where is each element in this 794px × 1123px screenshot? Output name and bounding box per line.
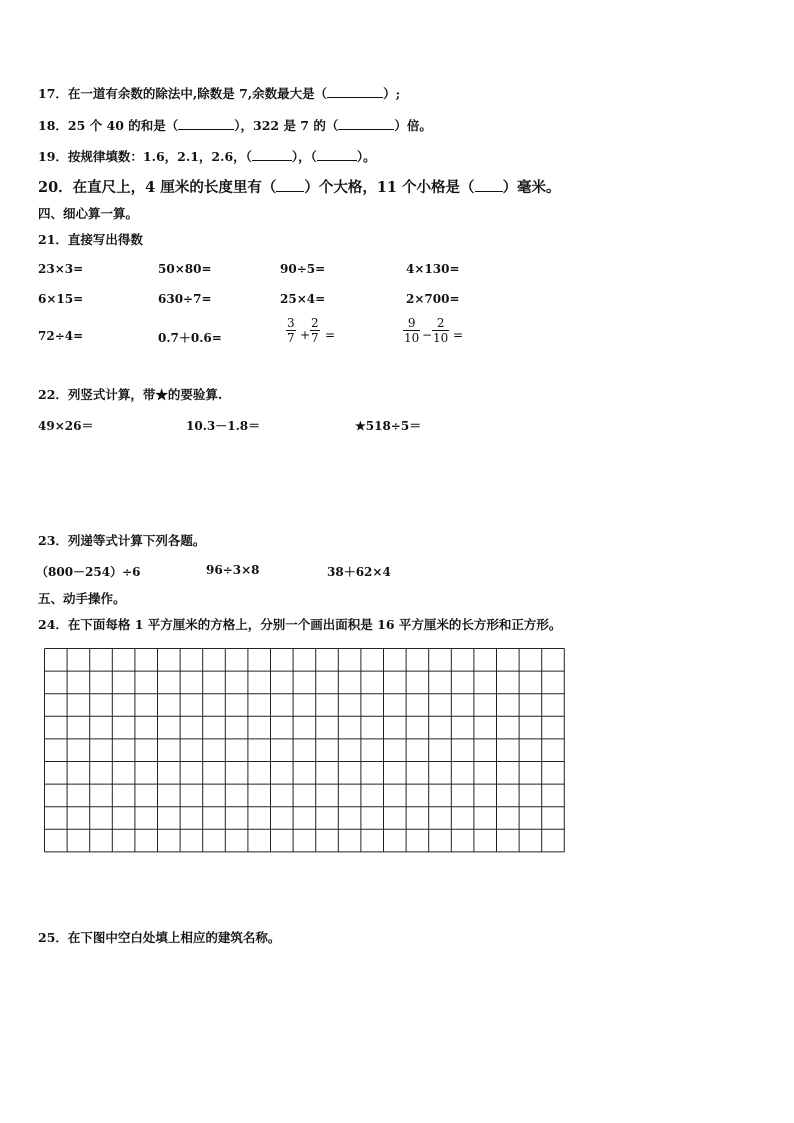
q23-item: （800－254）÷6 xyxy=(36,565,141,579)
numerator: 9 xyxy=(407,316,416,330)
numerator: 2 xyxy=(311,316,319,330)
q25-title: 25．在下图中空白处填上相应的建筑名称。 xyxy=(38,930,281,945)
q21-item: 6×15= xyxy=(38,292,84,306)
question-20 xyxy=(38,176,561,197)
plus-operator: + xyxy=(300,328,311,342)
q21-item: 90÷5= xyxy=(280,262,326,276)
q17-text: 17．在一道有余数的除法中,除数是 7,余数最大是（ xyxy=(38,86,328,101)
q18-text: 18．25 个 40 的和是（ xyxy=(38,118,179,133)
q20-answer-blank-1[interactable] xyxy=(276,179,304,192)
q21-item: 72÷4= xyxy=(38,329,84,343)
q22-title: 22．列竖式计算，带★的要验算. xyxy=(38,387,223,402)
q21-item: 630÷7= xyxy=(158,292,212,306)
square-centimeter-grid[interactable] xyxy=(44,648,568,877)
q21-item: 25×4= xyxy=(280,292,326,306)
q19-answer-blank-1[interactable] xyxy=(252,148,292,161)
q21-item: 0.7＋0.6= xyxy=(158,331,222,345)
q21-item: 4×130= xyxy=(406,262,460,276)
q22-item: 10.3－1.8＝ xyxy=(186,419,261,433)
q20-text: 20．在直尺上，4 厘米的长度里有（ xyxy=(38,179,277,196)
q22-item: ★518÷5＝ xyxy=(355,419,422,433)
q19-text-end: ）。 xyxy=(356,149,376,164)
question-19 xyxy=(38,147,376,165)
fraction-3-7 xyxy=(286,316,296,345)
fraction-9-10 xyxy=(403,316,420,345)
q19-answer-blank-2[interactable] xyxy=(317,148,357,161)
q18-text-end: ）倍。 xyxy=(394,118,432,133)
fraction-2-10 xyxy=(432,316,449,345)
minus-operator: − xyxy=(422,328,433,342)
q21-item: 50×80= xyxy=(158,262,212,276)
q18-text-mid: ），322 是 7 的（ xyxy=(234,118,339,133)
q23-item: 38＋62×4 xyxy=(327,565,391,579)
q21-item: 23×3= xyxy=(38,262,84,276)
q17-answer-blank[interactable] xyxy=(327,85,383,98)
denominator: 10 xyxy=(404,331,420,345)
equals-sign: = xyxy=(453,328,464,342)
denominator: 7 xyxy=(287,331,295,345)
q21-item: 2×700= xyxy=(406,292,460,306)
denominator: 10 xyxy=(433,331,449,345)
q18-answer-blank-1[interactable] xyxy=(178,117,234,130)
numerator: 2 xyxy=(436,316,445,330)
q23-title: 23．列递等式计算下列各题。 xyxy=(38,533,206,548)
fraction-2-7 xyxy=(310,316,320,345)
q23-item: 96÷3×8 xyxy=(206,563,260,577)
q18-answer-blank-2[interactable] xyxy=(338,117,394,130)
section-5-heading: 五、动手操作。 xyxy=(38,591,126,606)
section-4-heading: 四、细心算一算。 xyxy=(38,206,139,221)
question-17 xyxy=(38,84,400,102)
q17-text-end: ）; xyxy=(383,86,401,101)
q21-title: 21．直接写出得数 xyxy=(38,232,143,247)
question-18 xyxy=(38,116,432,134)
q19-text-mid: ），（ xyxy=(291,149,317,164)
q20-text-end: ）毫米。 xyxy=(502,179,561,196)
denominator: 7 xyxy=(311,331,319,345)
q22-item: 49×26＝ xyxy=(38,419,94,433)
equals-sign: = xyxy=(325,328,336,342)
q19-text: 19．按规律填数：1.6，2.1，2.6，（ xyxy=(38,149,252,164)
q20-text-mid: ）个大格，11 个小格是（ xyxy=(304,179,475,196)
q20-answer-blank-2[interactable] xyxy=(475,179,503,192)
q24-title: 24．在下面每格 1 平方厘米的方格上，分别一个画出面积是 16 平方厘米的长方形和正方形。 xyxy=(38,617,562,632)
numerator: 3 xyxy=(287,316,295,330)
